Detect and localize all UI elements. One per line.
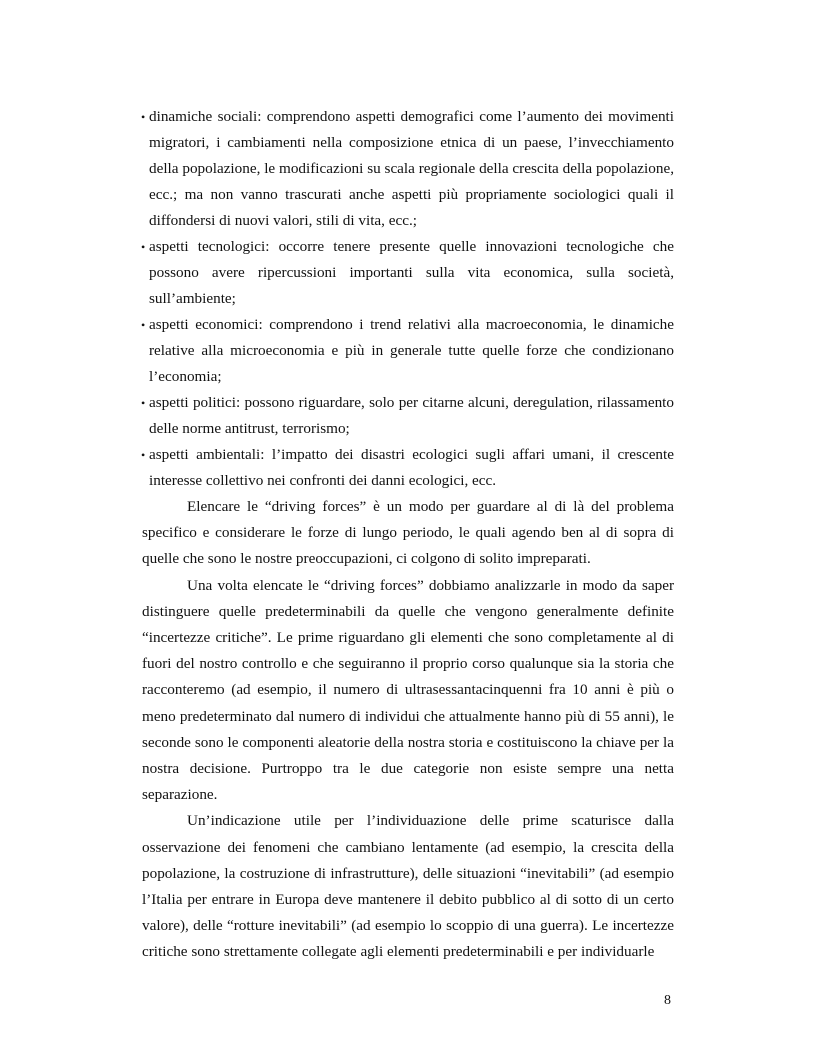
bullet-item [142,312,674,390]
bullet-text: aspetti politici: possono riguardare, solo per citarne alcuni, deregulation, rilassamento delle norme antitrust, terrorismo; [149,394,674,437]
bullet-item [142,104,674,234]
bullet-icon: • [141,240,146,254]
bullet-icon: • [141,396,146,410]
bullet-text: dinamiche sociali: comprendono aspetti demografici come l’aumento dei movimenti migratori, i cambiamenti nella composizione etnica di un paese, l’invecchiamento della popolazione, le modificazioni su scala regionale della crescita della popolazione, ecc.; ma non vanno trascurati anche aspetti più propriamente sociologici quali il diffondersi di nuovi valori, stili di vita, ecc.; [149,108,674,229]
bullet-item [142,234,674,312]
bullet-text: aspetti ambientali: l’impatto dei disastri ecologici sugli affari umani, il crescente interesse collettivo nei confronti dei danni ecologici, ecc. [149,446,674,489]
page-body [142,104,674,966]
bullet-icon: • [141,448,146,462]
bullet-text: aspetti tecnologici: occorre tenere presente quelle innovazioni tecnologiche che possono avere ripercussioni importanti sulla vita economica, sulla società, sull’ambiente; [149,238,674,307]
bullet-icon: • [141,110,146,124]
page-number: 8 [664,993,671,1008]
bullet-item [142,390,674,442]
body-paragraph: Un’indicazione utile per l’individuazione delle prime scaturisce dalla osservazione dei fenomeni che cambiano lentamente (ad esempio, la crescita della popolazione, la costruzione di infrastrutture), delle situazioni “inevitabili” (ad esempio l’Italia per entrare in Europa deve mantenere il debito pubblico al di sotto di un certo valore), delle “rotture inevitabili” (ad esempio lo scoppio di una guerra). Le incertezze critiche sono strettamente collegate agli elementi predeterminabili e per individuarle [142,812,674,961]
bullet-text: aspetti economici: comprendono i trend relativi alla macroeconomia, le dinamiche relative alla microeconomia e più in generale tutte quelle forze che condizionano l’economia; [149,316,674,385]
body-paragraph: Una volta elencate le “driving forces” dobbiamo analizzarle in modo da saper distinguere quelle predeterminabili da quelle che vengono generalmente definite “incertezze critiche”. Le prime riguardano gli elementi che sono completamente al di fuori del nostro controllo e che seguiranno il proprio corso qualunque sia la storia che racconteremo (ad esempio, il numero di ultrasessantacinquenni fra 10 anni è più o meno predeterminato dal numero di individui che attualmente hanno più di 55 anni), le seconde sono le componenti aleatorie della nostra storia e costituiscono la chiave per la nostra decisione. Purtroppo tra le due categorie non esiste sempre una netta separazione. [142,576,674,804]
bullet-icon: • [141,318,146,332]
bullet-item [142,442,674,494]
body-paragraph: Elencare le “driving forces” è un modo per guardare al di là del problema specifico e considerare le forze di lungo periodo, le quali agendo ben al di sopra di quelle che sono le nostre preoccupazioni, ci colgono di solito impreparati. [142,498,674,568]
